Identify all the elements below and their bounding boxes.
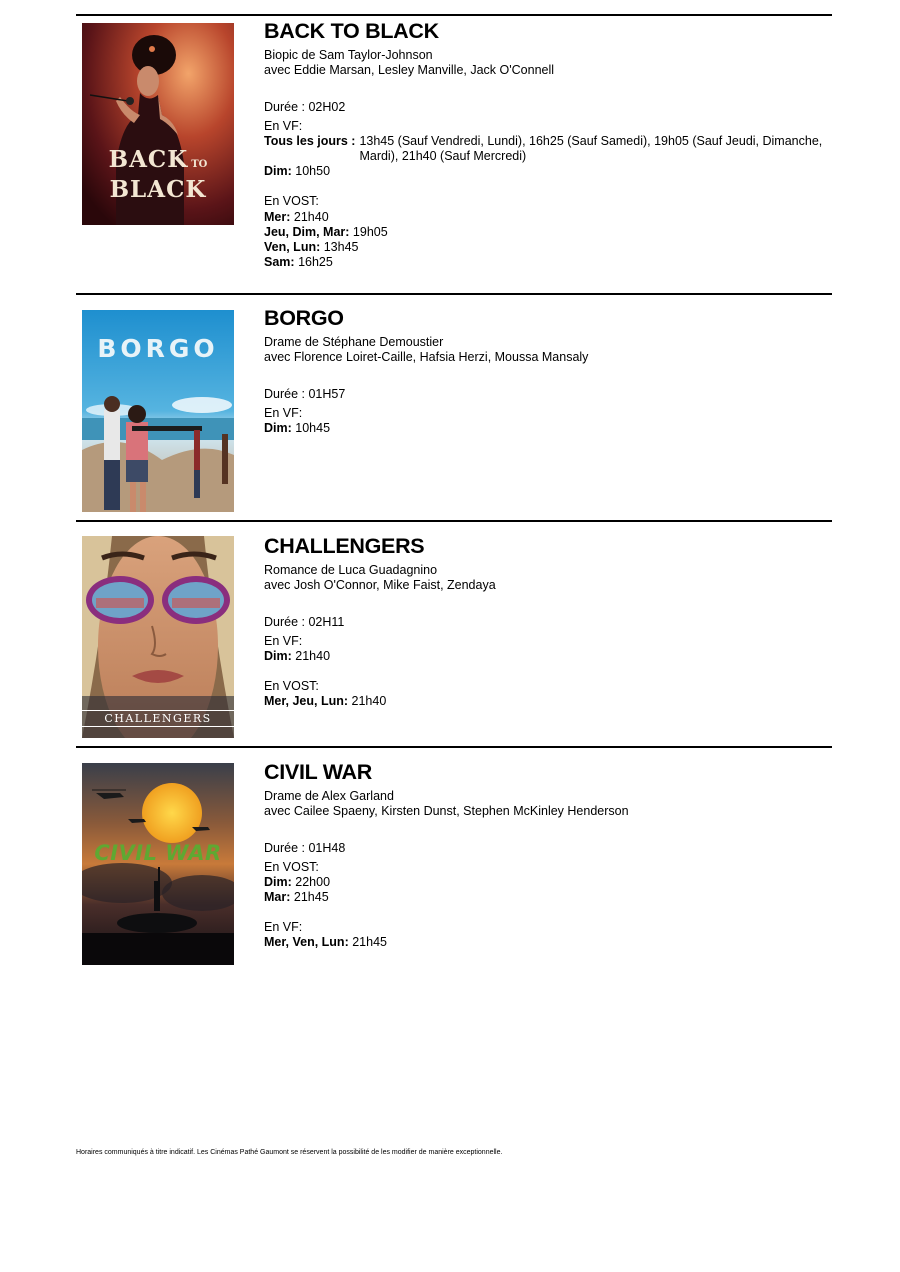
showtime-days: Tous les jours : xyxy=(264,133,356,148)
movie-genre: Drame de Alex Garland xyxy=(264,789,394,803)
version-label: En VOST: xyxy=(264,679,319,694)
movie-title: BACK TO BLACK xyxy=(264,19,439,43)
info-civil-war xyxy=(264,749,824,951)
version-label: En VF: xyxy=(264,920,303,935)
version-label: En VOST: xyxy=(264,194,319,209)
showtime-row xyxy=(264,694,824,709)
movie-civil-war xyxy=(76,746,832,974)
showtime-days: Mer, Ven, Lun: xyxy=(264,935,349,950)
poster-title-borgo: BORGO xyxy=(97,334,219,363)
showtime-times: 22h00 xyxy=(295,874,331,889)
showtime-times: 21h45 xyxy=(293,890,329,905)
movie-genre: Romance de Luca Guadagnino xyxy=(264,563,438,577)
movie-duration: Durée : 01H48 xyxy=(264,841,346,856)
movie-back-to-black xyxy=(76,14,832,294)
poster-title-line-back: BACK xyxy=(108,146,189,173)
movie-genre: Biopic de Sam Taylor-Johnson xyxy=(264,48,433,62)
showtime-days: Mer, Jeu, Lun: xyxy=(264,694,349,709)
disclaimer-footer: Horaires communiqués à titre indicatif. Les Cinémas Pathé Gaumont se réservent la possibilité de les modifier de manière exceptionnelle. xyxy=(76,1149,503,1156)
showtime-row xyxy=(264,240,824,255)
movie-cast: avec Florence Loiret-Caille, Hafsia Herzi, Moussa Mansaly xyxy=(264,350,589,365)
movie-cast: avec Josh O'Connor, Mike Faist, Zendaya xyxy=(264,578,496,593)
showtime-times: 10h45 xyxy=(295,420,331,435)
showtime-days: Jeu, Dim, Mar: xyxy=(264,224,350,239)
showtime-days: Mer: xyxy=(264,209,291,224)
poster-borgo xyxy=(82,310,234,512)
showtime-times: 21h40 xyxy=(351,694,387,709)
movie-genre: Drame de Stéphane Demoustier xyxy=(264,335,444,349)
showtime-times: 10h50 xyxy=(295,164,331,179)
poster-challengers xyxy=(82,536,234,738)
movie-challengers xyxy=(76,520,832,748)
version-label: En VOST: xyxy=(264,859,319,874)
poster-title-back-to-black xyxy=(82,147,234,204)
movie-duration: Durée : 02H11 xyxy=(264,615,345,630)
showtime-row xyxy=(264,890,824,905)
movie-duration: Durée : 01H57 xyxy=(264,387,346,402)
showtime-row xyxy=(264,210,824,225)
poster-title-civil-war: CIVIL WAR xyxy=(94,841,222,865)
showtime-days: Dim: xyxy=(264,420,292,435)
showtime-days: Dim: xyxy=(264,164,292,179)
showtime-row xyxy=(264,421,824,436)
info-challengers xyxy=(264,523,824,709)
movie-duration: Durée : 02H02 xyxy=(264,100,346,115)
showtime-times: 13h45 (Sauf Vendredi, Lundi), 16h25 (Sauf Samedi), 19h05 (Sauf Jeudi, Dimanche, Mardi), 21h40 (Sauf Mercredi) xyxy=(359,133,823,164)
showtime-times: 19h05 xyxy=(352,224,388,239)
movie-borgo xyxy=(76,293,832,521)
showtime-row xyxy=(264,875,824,890)
movie-title: BORGO xyxy=(264,306,344,330)
movie-title: CIVIL WAR xyxy=(264,760,372,784)
showtime-row xyxy=(264,255,824,270)
showtime-days: Sam: xyxy=(264,255,295,270)
showtime-row xyxy=(264,225,824,240)
poster-title-challengers: CHALLENGERS xyxy=(82,710,234,727)
poster-civil-war xyxy=(82,763,234,965)
info-borgo xyxy=(264,296,824,436)
movie-title: CHALLENGERS xyxy=(264,534,425,558)
poster-title-line-to: TO xyxy=(191,159,208,170)
showtime-times: 21h45 xyxy=(352,935,387,950)
poster-title-line-black: BLACK xyxy=(109,176,207,203)
showtime-days: Dim: xyxy=(264,648,292,663)
showtime-times: 21h40 xyxy=(293,209,329,224)
movie-cast: avec Cailee Spaeny, Kirsten Dunst, Stephen McKinley Henderson xyxy=(264,804,629,819)
info-back-to-black xyxy=(264,17,824,270)
version-label: En VF: xyxy=(264,633,303,648)
showtime-days: Dim: xyxy=(264,874,292,889)
showtime-times: 16h25 xyxy=(298,255,333,270)
showtime-times: 13h45 xyxy=(323,240,359,255)
version-label: En VF: xyxy=(264,405,303,420)
showtime-days: Ven, Lun: xyxy=(264,240,321,255)
movie-cast: avec Eddie Marsan, Lesley Manville, Jack O'Connell xyxy=(264,63,555,78)
poster-back-to-black xyxy=(82,23,234,225)
showtime-row xyxy=(264,164,824,179)
showtime-row xyxy=(264,935,824,950)
showtime-times: 21h40 xyxy=(295,648,331,663)
showtime-days: Mar: xyxy=(264,890,291,905)
showtime-row xyxy=(264,134,824,164)
showtime-row xyxy=(264,649,824,664)
version-label: En VF: xyxy=(264,118,303,133)
